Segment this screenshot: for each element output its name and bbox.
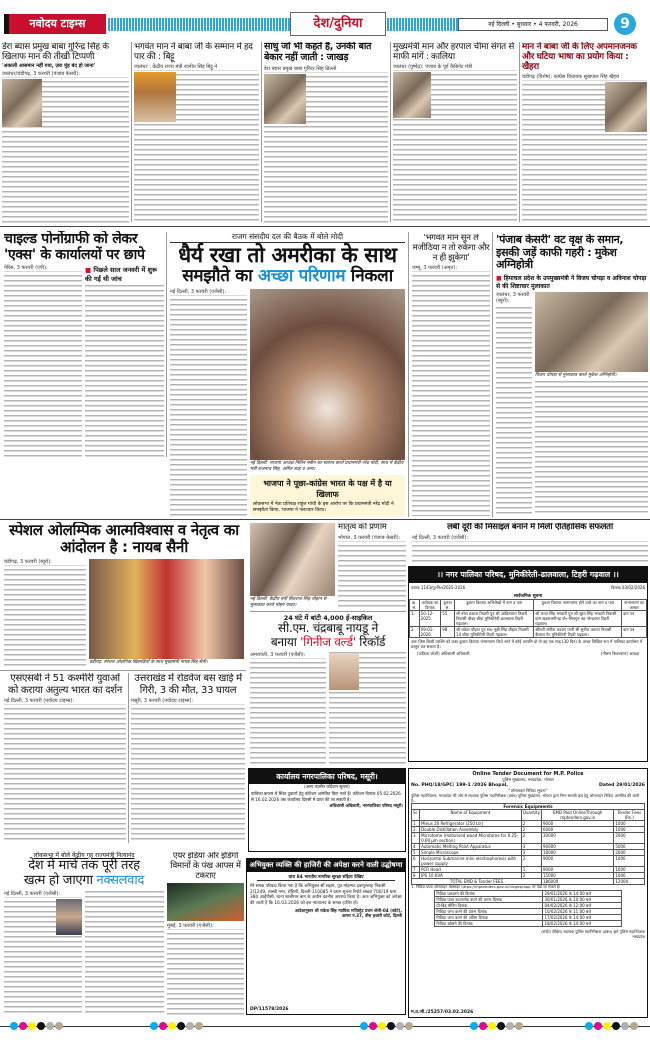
- headline-missile[interactable]: लंबी दूरी की मिसाइल बनाने में मिली ऐतिहासिक सफलता: [447, 523, 613, 532]
- table-cell: TOTAL EMD & Tender FEES: [412, 879, 542, 885]
- lead-headline-line2[interactable]: [170, 267, 405, 287]
- table-cell: Minus 20 Refrigerator (250 Ltr): [420, 821, 522, 827]
- headline-khaira[interactable]: मान ने बाबा जी के लिए अपमानजनक और घटिया भाषा का प्रयोग किया : खैहरा: [522, 42, 637, 73]
- dateline-text: जालंधर (पुष्पेंद्र): पंजाब के पूर्व कैबिनेट मंत्री: [393, 64, 517, 70]
- lead-story: [170, 232, 405, 517]
- dateline-text: नई दिल्ली, 3 फरवरी (एजेंसी):: [170, 289, 247, 295]
- naxal-headline-highlight: नक्सलवाद: [96, 872, 145, 888]
- tender-sign: (संदीप दीक्षित) सहायक पुलिस महानिरीक्षक (प्रबंध) कृते पुलिस महानिदेशक मध्यप्रदेश: [541, 928, 645, 939]
- table-cell: 10/02/2026 के 11:00 बजे: [543, 908, 621, 914]
- table-cell: निविदा खोलने की दिनांक: [435, 920, 543, 926]
- table-cell: 18/02/2026 के 14:00 बजे: [543, 920, 621, 926]
- photo-sukhpal-khaira: [605, 82, 647, 132]
- table-cell: श्रीमती संगीता कश्यप पत्नी श्री सुनील कश्यप निवासी कैलाश गेट मुनिकीरेती टिहरी गढ़वाल।: [534, 627, 622, 638]
- table-header: Tender Fees (Rs.): [614, 810, 645, 821]
- muni-notice-date: दिनांक 03/02/2026: [611, 585, 645, 590]
- bullet-chopra-meeting: ■ हिमाचल प्रदेश के उपमुख्यमंत्री ने विजय चोपड़ा व अविनाश चोपड़ा से की शिष्टाचार मुलाकात: [496, 274, 648, 290]
- table-header: दुकान सं.: [441, 600, 455, 611]
- section-title: देश/दुनिया: [290, 12, 386, 36]
- story-ssb: [4, 673, 126, 843]
- story-naxalism: [4, 851, 164, 1015]
- mussoorie-sub: (अल्प कालीन कोटेशन सूचना): [304, 784, 350, 789]
- muni-sign-right: (नीलम बिजल्वाण) अध्यक्ष: [600, 651, 639, 656]
- tender-code: म.प्र.जी./25257/03.02.2026: [411, 1010, 474, 1015]
- naidu-headline-part: रिकॉर्ड: [355, 634, 386, 649]
- naidu-kicker: 24 घंटे में बांटी 4,000 ई-साइकिल: [250, 611, 406, 622]
- table-cell: 4: [412, 844, 420, 850]
- dateline-text: पेरिस, 3 फरवरी (एपी):: [4, 265, 82, 271]
- table-cell: 2000: [614, 833, 645, 844]
- table-cell: 2: [410, 627, 420, 638]
- dateline-text: जालंधर/चंडीगढ़, 3 फरवरी (पंजाब केसरी):: [2, 71, 129, 77]
- table-cell: 3: [412, 833, 420, 844]
- table-cell: निविदा जमा करने की अंतिम दिनांक: [435, 914, 543, 920]
- tender-title: Online Tender Document for M.P. Police: [472, 771, 584, 777]
- registration-dot: [55, 1022, 63, 1030]
- table-cell: दान पत्र: [622, 611, 647, 627]
- registration-dot: [387, 1022, 395, 1030]
- naidu-headline-line1: सी.एम. चंद्रबाबू नायडू ने: [278, 621, 378, 635]
- registration-dot: [378, 1022, 386, 1030]
- table-cell: 6000: [542, 827, 614, 833]
- table-cell: 5000: [614, 844, 645, 850]
- table-cell: 04/02/2026 के 12:00 बजे: [543, 902, 621, 908]
- registration-dot: [369, 1022, 377, 1030]
- page-number: 9: [614, 13, 636, 35]
- table-header: दुकान किराया नामान्तरण होने वाले का नाम व पता: [534, 600, 622, 611]
- table-cell: 1: [521, 867, 541, 873]
- registration-dot: [585, 1022, 593, 1030]
- registration-dot: [195, 1022, 203, 1030]
- registration-dot: [497, 1022, 505, 1030]
- registration-dot: [46, 1022, 54, 1030]
- story-kalia: [393, 42, 517, 224]
- headline-special-olympics[interactable]: स्पेशल ओलम्पिक आत्मविश्वास व नेतृत्व का आंदोलन है : नायब सैनी: [9, 522, 239, 557]
- table-row: [410, 627, 647, 638]
- table-row: [412, 833, 645, 844]
- mussoorie-sign: अधिशासी अधिकारी, नगरपालिका परिषद मसूरी।: [329, 803, 403, 808]
- dateline-text: अमरावती, 3 फरवरी (एजेंसी):: [250, 652, 326, 658]
- registration-dot: [594, 1022, 602, 1030]
- table-cell: 2: [521, 821, 541, 827]
- photo-ravneet-bittu: [134, 72, 176, 122]
- dateline-text: मुंबई, 3 फरवरी (एजेंसी):: [167, 923, 244, 929]
- bjp-box-text: लोकसभा में नेता प्रतिपक्ष राहुल गांधी के इस आरोप पर कि प्रधानमंत्री नरेंद्र मोदी ने समझौता किया, भाजपा ने पलटवार किया।: [253, 502, 394, 513]
- table-cell: 1.: [410, 611, 420, 627]
- tender-number: No. PHQ/18/GPC/ 199-1 /2026 Bhopal,: [411, 783, 508, 788]
- table-cell: निविदा प्रकाशन की दिनांक: [435, 890, 543, 896]
- table-cell: 2: [521, 873, 541, 879]
- table-row: [410, 611, 647, 627]
- proclamation-sub: धारा 84 भारतीय नागरिक सुरक्षा संहिता देखिए: [257, 874, 395, 881]
- table-cell: 1000: [614, 821, 645, 827]
- headline-naidu[interactable]: [250, 622, 406, 650]
- lead-headline-part: निकला: [345, 266, 393, 287]
- photo-special-olympics: [89, 559, 244, 660]
- photo-nityanand-rai: [56, 899, 82, 935]
- tender-sub: पुलिस मुख्यालय, मध्यप्रदेश, भोपाल: [502, 777, 554, 782]
- table-cell: 90000: [542, 844, 614, 850]
- headline-bittu[interactable]: भगवंत मान ने बाबा जी के सम्मान में हद पार की : बिट्टू: [134, 42, 253, 63]
- mussoorie-title: कार्यालय नगरपालिका परिषद, मसूरी।: [249, 769, 405, 784]
- dateline-text: नई दिल्ली, 3 फरवरी (नवोदय टाइम्स):: [4, 698, 126, 704]
- story-missile: [412, 523, 648, 563]
- registration-dot: [603, 1022, 611, 1030]
- table-cell: 2: [521, 856, 541, 867]
- tender-section: Forensic Equipments: [411, 803, 645, 809]
- table-cell: 98: [441, 627, 455, 638]
- photo-bhagwant-mann: [2, 79, 42, 127]
- table-header: आवेदक का दिनांक: [419, 600, 441, 611]
- naidu-headline-part: बनाया: [270, 634, 301, 649]
- dateline-text: नई दिल्ली, 3 फरवरी (एजेंसी):: [4, 891, 82, 897]
- motherhood-caption: नई दिल्ली: केंद्रीय मंत्री शिवराज सिंह चौहान से मुलाकात करते मोहन यादव।: [250, 597, 327, 608]
- table-cell: 18000: [542, 850, 614, 856]
- mussoorie-text: पालिका बाजार में स्थित दुकानों हेतु कोटेशन आमंत्रित किए जाते हैं। कोटेशन दिनांक 05.02.2026 से 16.02.2026 तक कार्यालय दिवसों में प्राप्त की जा सकती है।: [251, 791, 401, 802]
- table-cell: 12000: [614, 879, 645, 885]
- table-cell: 30/01/2026 के 10:00 बजे: [543, 896, 621, 902]
- table-cell: 9000: [542, 856, 614, 867]
- bjp-box-headline[interactable]: भाजपा ने पूछा-कांग्रेस भारत के पक्ष में है या खिलाफ: [263, 479, 392, 499]
- lead-headline-line1[interactable]: धैर्य रखा तो अमरीका के साथ: [178, 243, 397, 267]
- table-cell: दान पत्र: [622, 627, 647, 638]
- table-cell: 5: [412, 850, 420, 856]
- photo-aircraft: [167, 883, 244, 921]
- dateline-text: जालंधर : केंद्रीय राज्य मंत्री रवनीत सिंह बिट्टू ने: [134, 64, 259, 70]
- table-cell: 1000: [614, 827, 645, 833]
- headline-punjab-kesari[interactable]: 'पंजाब केसरी' वट वृक्ष के समान, इसकी जड़ें काफी गहरी : मुकेश अग्निहोत्री: [496, 234, 624, 272]
- table-cell: 9000: [542, 867, 614, 873]
- story-special-olympics: [4, 522, 244, 666]
- table-cell: 1000: [614, 867, 645, 873]
- table-cell: 17/02/2026 के 14:00 बजे: [543, 914, 621, 920]
- table-cell: 1000: [614, 873, 645, 879]
- dateline: नई दिल्ली • बुधवार • 4 फरवरी, 2026: [458, 18, 608, 31]
- dateline-text: चंडीगढ़ (विशेष): कांग्रेस विधायक सुखपाल सिंह खैहरा: [522, 74, 647, 80]
- muni-sign-left: (अंकिता जोशी) अधिशासी अधिकारी: [417, 651, 470, 656]
- lead-kicker: राजग संसदीय दल की बैठक में बोले मोदी: [170, 232, 405, 243]
- table-cell: IPS 10 KVA: [420, 873, 522, 879]
- table-header: Name of Equipment: [420, 810, 522, 821]
- registration-dot: [186, 1022, 194, 1030]
- registration-dot: [168, 1022, 176, 1030]
- tender-date: Dated 29/01/2026: [598, 783, 645, 788]
- tender-table: [411, 809, 645, 885]
- table-cell: 15000: [542, 873, 614, 879]
- table-header: दुकान किराया अभिलेखों में नाम व पता: [455, 600, 534, 611]
- story-majithia: [412, 234, 490, 516]
- brand-logo[interactable]: नवोदय टाइम्स: [4, 14, 106, 34]
- photo-manoranjan-kalia: [393, 72, 431, 118]
- story-dera-beas: [2, 42, 129, 224]
- photo-agnihotri-chopra: [535, 292, 648, 372]
- table-cell: श्री जगत सिंह भण्डारी पुत्र श्री सूरत सिंह भण्डारी निवासी ग्राम खदरालगीगढ़ पो०-सितगुरु तह नरेन्द्रनगर टिहरी गढ़वाल।: [534, 611, 622, 627]
- olympics-caption: चंडीगढ़: स्पेशल ओलंपिक खिलाड़ियों के साथ मुख्यमंत्री नायब सिंह सैनी।: [89, 660, 208, 665]
- proclamation-title: अभियुक्त व्यक्ति की हाजिरी की अपेक्षा करने वाली उद्घोषणा: [247, 859, 405, 872]
- table-header: EMD Paid OnlineThrough mptenders.gov.in: [542, 810, 614, 821]
- registration-dot: [470, 1022, 478, 1030]
- story-air-collision: [167, 852, 244, 1015]
- table-cell: 9000: [542, 821, 614, 827]
- registration-dot: [488, 1022, 496, 1030]
- headline-majithia[interactable]: 'भगवंत मान सुन लें मजीठिया न तो रुकेगा और न ही झुकेगा': [412, 234, 490, 263]
- table-header: Sr.: [412, 810, 420, 821]
- registration-dot: [515, 1022, 523, 1030]
- dateline-text: जालंधर, 3 फरवरी (ब्यूरो):: [496, 292, 532, 304]
- naxal-headline-part: खत्म हो जाएगा: [23, 872, 97, 888]
- headline-kalia[interactable]: मुख्यमंत्री मान और हरपाल चीमा संगत से माफी मांगें : कालिया: [393, 42, 514, 63]
- dateline-text: जम्मू, 3 फरवरी (अमृत):: [412, 265, 490, 271]
- table-cell: श्री नरेश प्रकाश तिवारी पुत्र श्री आदित्यराम तिवारी निवासी चौदह बीघा मुनिकीरेती-ढालवाला टिहरी गढ़वाल।: [455, 611, 534, 627]
- headline-naxalism[interactable]: [4, 859, 164, 889]
- photo-chandrababu-naidu: [329, 654, 359, 690]
- story-khaira: [522, 42, 647, 224]
- headline-motherhood[interactable]: मातृत्व को प्रणाम: [338, 523, 387, 532]
- table-cell: 2: [521, 833, 541, 844]
- registration-dot: [630, 1022, 638, 1030]
- headline-child-pornography[interactable]: चाइल्ड पोर्नोग्राफी को लेकर 'एक्स' के कार्यालयों पर छापे: [4, 231, 145, 264]
- mussoorie-notice-ad: [248, 768, 406, 852]
- dateline-text: डेरा ब्यास प्रमुख बाबा गुरिंदर सिंह ढिल्लों: [264, 66, 388, 72]
- table-cell: Automatic Melting Point Apparatus: [420, 844, 522, 850]
- table-cell: प्री-बिड मीटिंग दिनांक: [435, 902, 543, 908]
- table-cell: PCR Head: [420, 867, 522, 873]
- naidu-headline-highlight: 'गिनीज वर्ल्ड': [300, 634, 356, 649]
- registration-dot: [159, 1022, 167, 1030]
- photo-nda-meeting: [250, 289, 405, 460]
- registration-dot: [405, 1022, 413, 1030]
- table-cell: 29/01/2026 के 14:00 बजे: [543, 890, 621, 896]
- dateline-text: मसूरी, 3 फरवरी (नवोदय टाइम्स):: [131, 698, 245, 704]
- table-cell: Microtome (motorised wood Microtome for 0.25-0.60 µm section): [420, 833, 522, 844]
- dateline-text: चंडीगढ़, 3 फरवरी (ब्यूरो):: [4, 559, 86, 565]
- tender-intro: पुलिस महानिदेशक, मध्यप्रदेश की ओर से सहायक पुलिस महानिरीक्षक (प्रबंध) पुलिस मुख्यालय, भोपाल द्वारा निम्न सामग्री क्रय हेतु ऑनलाइन निविदा आमंत्रित की जाती है:-: [411, 793, 640, 803]
- naxal-kicker: लोकसभा में बोले केंद्रीय गृह राज्यमंत्री नित्यानंद: [33, 852, 135, 859]
- tender-schedule-table: [434, 890, 621, 927]
- subhead-dera-beas: 'अकाली आसमान नहीं गया, ज़रा मुंह बंद हो जाना': [2, 63, 96, 70]
- proclamation-text: मेरे समक्ष परिवाद किया गया है कि अभियुक्त श्री सद्दाम, पुत्र मोहम्मद इकमुल्लाह निवासी 2/1249, शास्त्री नगर, रोहिणी, दिल्ली-110085 ने प्रथम सूचना रिपोर्ट संख्या 700/19 धारा 380 आईपीसी, थाना शालीमार बाग के अधीन दंडनीय अपराध किया है। अतः अभियुक्त को अपेक्षा की जाती है कि 16.03.2026 को इस न्यायालय के समक्ष हाजिर हो।: [250, 884, 402, 906]
- table-cell: Double Distillation Assembly: [420, 827, 522, 833]
- registration-dot: [19, 1022, 27, 1030]
- muni-notice-ad: [408, 566, 648, 762]
- table-cell: 10-12-2025: [419, 611, 441, 627]
- tender-notice: ''ऑनलाइन निविदा सूचना'': [508, 788, 548, 793]
- table-row: [435, 920, 621, 926]
- registration-dot: [10, 1022, 18, 1030]
- headline-air-collision[interactable]: एयर इंडिया और इंडिगो विमानों के पंख आपस में टकराए: [170, 852, 241, 881]
- table-cell: 6: [412, 856, 420, 867]
- table-cell: 30000: [542, 833, 614, 844]
- table-cell: 55: [441, 611, 455, 627]
- muni-notice-title: ।। नगर पालिका परिषद, मुनिकीरेती-ढालवाला, टिहरी गढ़वाल ।।: [409, 567, 647, 583]
- proclamation-ad: [246, 858, 406, 1015]
- punjab-kesari-caption: विजय चोपड़ा से मुलाकात करते मुकेश अग्निहोत्री।: [535, 372, 617, 378]
- proclamation-code: DP/11578/2026: [250, 1007, 289, 1012]
- registration-dot: [621, 1022, 629, 1030]
- registration-marks: [0, 1022, 650, 1032]
- naxal-headline-line1: देश में मार्च तक पूरी तरह: [28, 858, 140, 873]
- bullet-investigation: ■ पिछले साल जनवरी में शुरू की गई थी जांच: [85, 265, 164, 283]
- table-cell: 3: [521, 844, 541, 850]
- headline-bus-accident[interactable]: उत्तराखंड में रोडवेज बस खाई में गिरी, 3 की मौत, 33 घायल: [134, 673, 242, 696]
- registration-dot: [360, 1022, 368, 1030]
- registration-dot: [150, 1022, 158, 1030]
- registration-dot: [479, 1022, 487, 1030]
- table-row: [412, 856, 645, 867]
- lead-headline-part: समझौते का: [182, 266, 258, 287]
- registration-dot: [506, 1022, 514, 1030]
- table-cell: 1: [412, 821, 420, 827]
- registration-dot: [612, 1022, 620, 1030]
- table-cell: Horizontal Submarine mini electrophoresis with power supply: [420, 856, 522, 867]
- lead-headline-highlight: अच्छा परिणाम: [258, 266, 346, 287]
- table-cell: 8: [412, 873, 420, 879]
- muni-notice-sub: सार्वजनिक सूचना: [513, 594, 543, 599]
- registration-dot: [177, 1022, 185, 1030]
- headline-ssb[interactable]: एसएसबी ने 51 कश्मीरी युवाओं को कराया अतुल्य भारत का दर्शन: [8, 673, 122, 696]
- headline-dera-beas[interactable]: डेरा ब्यास प्रमुख बाबा गुरिन्द्र सिंह के खिलाफ मान की तीखी टिप्पणी: [2, 42, 109, 63]
- table-cell: श्री राकेश चौहान पुत्र स्व० मुन्नी सिंह चौहान निवासी 14 बीघा मुनिकीरेती टिहरी गढ़वाल।: [455, 627, 534, 638]
- muni-notice-ref: पत्रांक 1143/पु०नि०/2025-2026: [411, 585, 466, 590]
- dateline-text: भोपाल, 3 फरवरी (पंजाब केसरी):: [338, 535, 406, 541]
- table-cell: 3: [521, 850, 541, 856]
- table-header: क्र. सं.: [410, 600, 420, 611]
- muni-notice-footer: अतः जिस किसी व्यक्ति को उक्त दुकान किराया नामान्तरण किये जाने में कोई आपत्ति हो तो वह एक माह (30 दिन) के अन्दर लिखित रूप में पालिका कार्यालय में प्रस्तुत कर सकता है।: [411, 639, 643, 649]
- story-bus-accident: [131, 673, 245, 843]
- tender-note: 1. निविदा प्रपत्र ऑनलाइन वेबसाइट https://mptenders.gov.in/nicgep/app पर देखे जा सकते हैं।: [411, 884, 561, 890]
- story-child-pornography: [4, 231, 164, 457]
- story-punjab-kesari: [496, 234, 648, 516]
- story-jakhar: [264, 42, 388, 224]
- lead-photo-caption: नई दिल्ली: भाजपा अध्यक्ष नितिन नबीन का स्वागत करते प्रधानमंत्री नरेंद्र मोदी, साथ में केंद्रीय मंत्री राजनाथ सिंह, अमित शाह व अन्य।: [250, 461, 404, 472]
- table-cell: 09-01-2026: [419, 627, 441, 638]
- registration-dot: [396, 1022, 404, 1030]
- proclamation-sign: आदेशानुसार श्री राकेश सिंह न्यायिक मजिस्ट्रेट प्रथम श्रेणी-04 (कोर्ट), कमरा नं.37, तीस हजारी कोर्ट, दिल्ली: [294, 908, 402, 919]
- story-motherhood: [250, 523, 406, 609]
- table-cell: Simple Microscope: [420, 850, 522, 856]
- table-cell: 2: [412, 827, 420, 833]
- table-cell: 186000: [542, 879, 614, 885]
- dateline-text: नई दिल्ली, 3 फरवरी (एजेंसी):: [412, 535, 648, 541]
- table-cell: निविदा जमा करने की प्रारंभ दिनांक: [435, 908, 543, 914]
- table-cell: 1000: [614, 856, 645, 867]
- photo-motherhood: [250, 523, 335, 596]
- headline-jakhar[interactable]: साधु जो भी कहते हैं, उनकी बात बेकार नहीं जाती : जाखड़: [264, 42, 372, 63]
- table-header: Quantity: [521, 810, 541, 821]
- table-cell: निविदा प्रपत्र डाउनलोड करने की प्रारंभ दिनांक: [435, 896, 543, 902]
- table-cell: 2000: [614, 850, 645, 856]
- story-bittu: [134, 42, 259, 224]
- table-cell: 2: [521, 827, 541, 833]
- mp-police-tender-ad: [408, 768, 648, 1018]
- bjp-question-box: [250, 475, 405, 517]
- story-naidu: [250, 611, 406, 765]
- registration-dot: [28, 1022, 36, 1030]
- muni-notice-table: [409, 599, 647, 638]
- table-header: नामान्तरण का आधार: [622, 600, 647, 611]
- registration-dot: [37, 1022, 45, 1030]
- table-cell: 7: [412, 867, 420, 873]
- photo-sunil-jakhar: [264, 74, 306, 124]
